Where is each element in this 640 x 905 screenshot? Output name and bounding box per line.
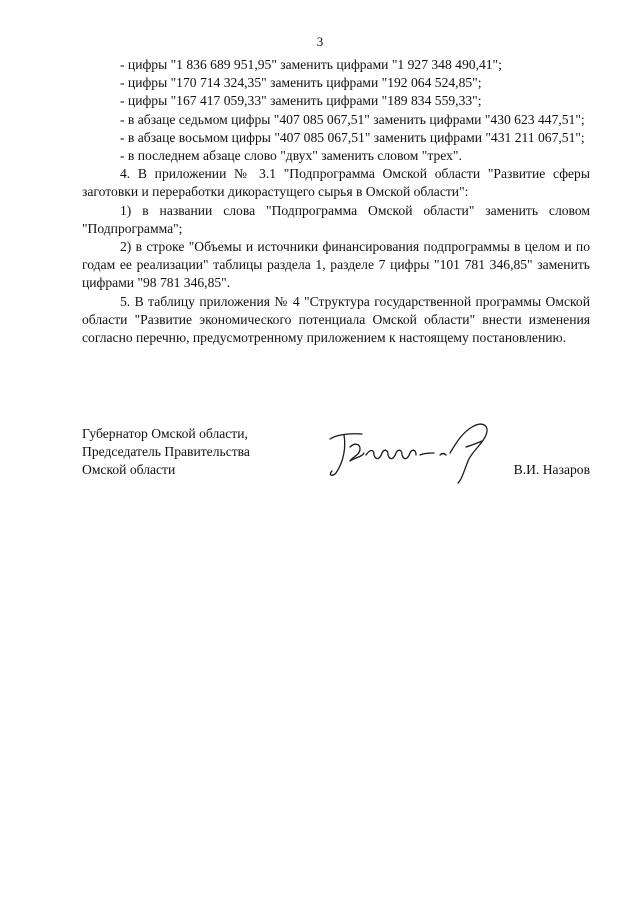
paragraph-posledny-abzac: - в последнем абзаце слово "двух" заменить словом "трех".: [120, 148, 462, 164]
paragraph-subitem-1: 1) в названии слова "Подпрограмма Омской области" заменить словом "Подпрограмма";: [82, 202, 590, 236]
page-number: 3: [316, 34, 324, 49]
paragraph-cifry-1: - цифры "1 836 689 951,95" заменить цифрами "1 927 348 490,41";: [120, 57, 502, 72]
paragraph-subitem-2: 2) в строке "Объемы и источники финансирования подпрограммы в целом и по годам ее реализации" таблицы раздела 1, разделе 7 цифры "101 781 346,85" заменить цифрами "98 781 346,85".: [82, 239, 590, 291]
signer-title-line: Омской области: [82, 462, 176, 478]
signer-title: [82, 425, 250, 480]
paragraph-item-5: 5. В таблицу приложения № 4 "Структура государственной программы Омской области "Развитие экономического потенциала Омской области" внести изменения согласно перечню, предусмотренному приложением к настоящему постановлению.: [82, 293, 590, 346]
signer-name: В.И. Назаров: [513, 462, 590, 477]
document-body: [82, 56, 590, 347]
paragraph-cifry-2: - цифры "170 714 324,35" заменить цифрами "192 064 524,85";: [120, 75, 482, 91]
paragraph-cifry-3: - цифры "167 417 059,33" заменить цифрами "189 834 559,33";: [120, 93, 482, 109]
signature-block: [82, 425, 590, 495]
paragraph-abzac-vosmom: - в абзаце восьмом цифры "407 085 067,51" заменить цифрами "431 211 067,51";: [120, 129, 585, 145]
paragraph-abzac-sedmom: - в абзаце седьмом цифры "407 085 067,51" заменить цифрами "430 623 447,51";: [120, 111, 585, 127]
signer-title-line: Губернатор Омской области,: [82, 426, 248, 441]
handwritten-signature: [322, 417, 522, 487]
signer-title-line: Председатель Правительства: [82, 444, 250, 460]
paragraph-item-4: 4. В приложении № 3.1 "Подпрограмма Омской области "Развитие сферы заготовки и переработки дикорастущего сырья в Омской области":: [82, 166, 590, 200]
